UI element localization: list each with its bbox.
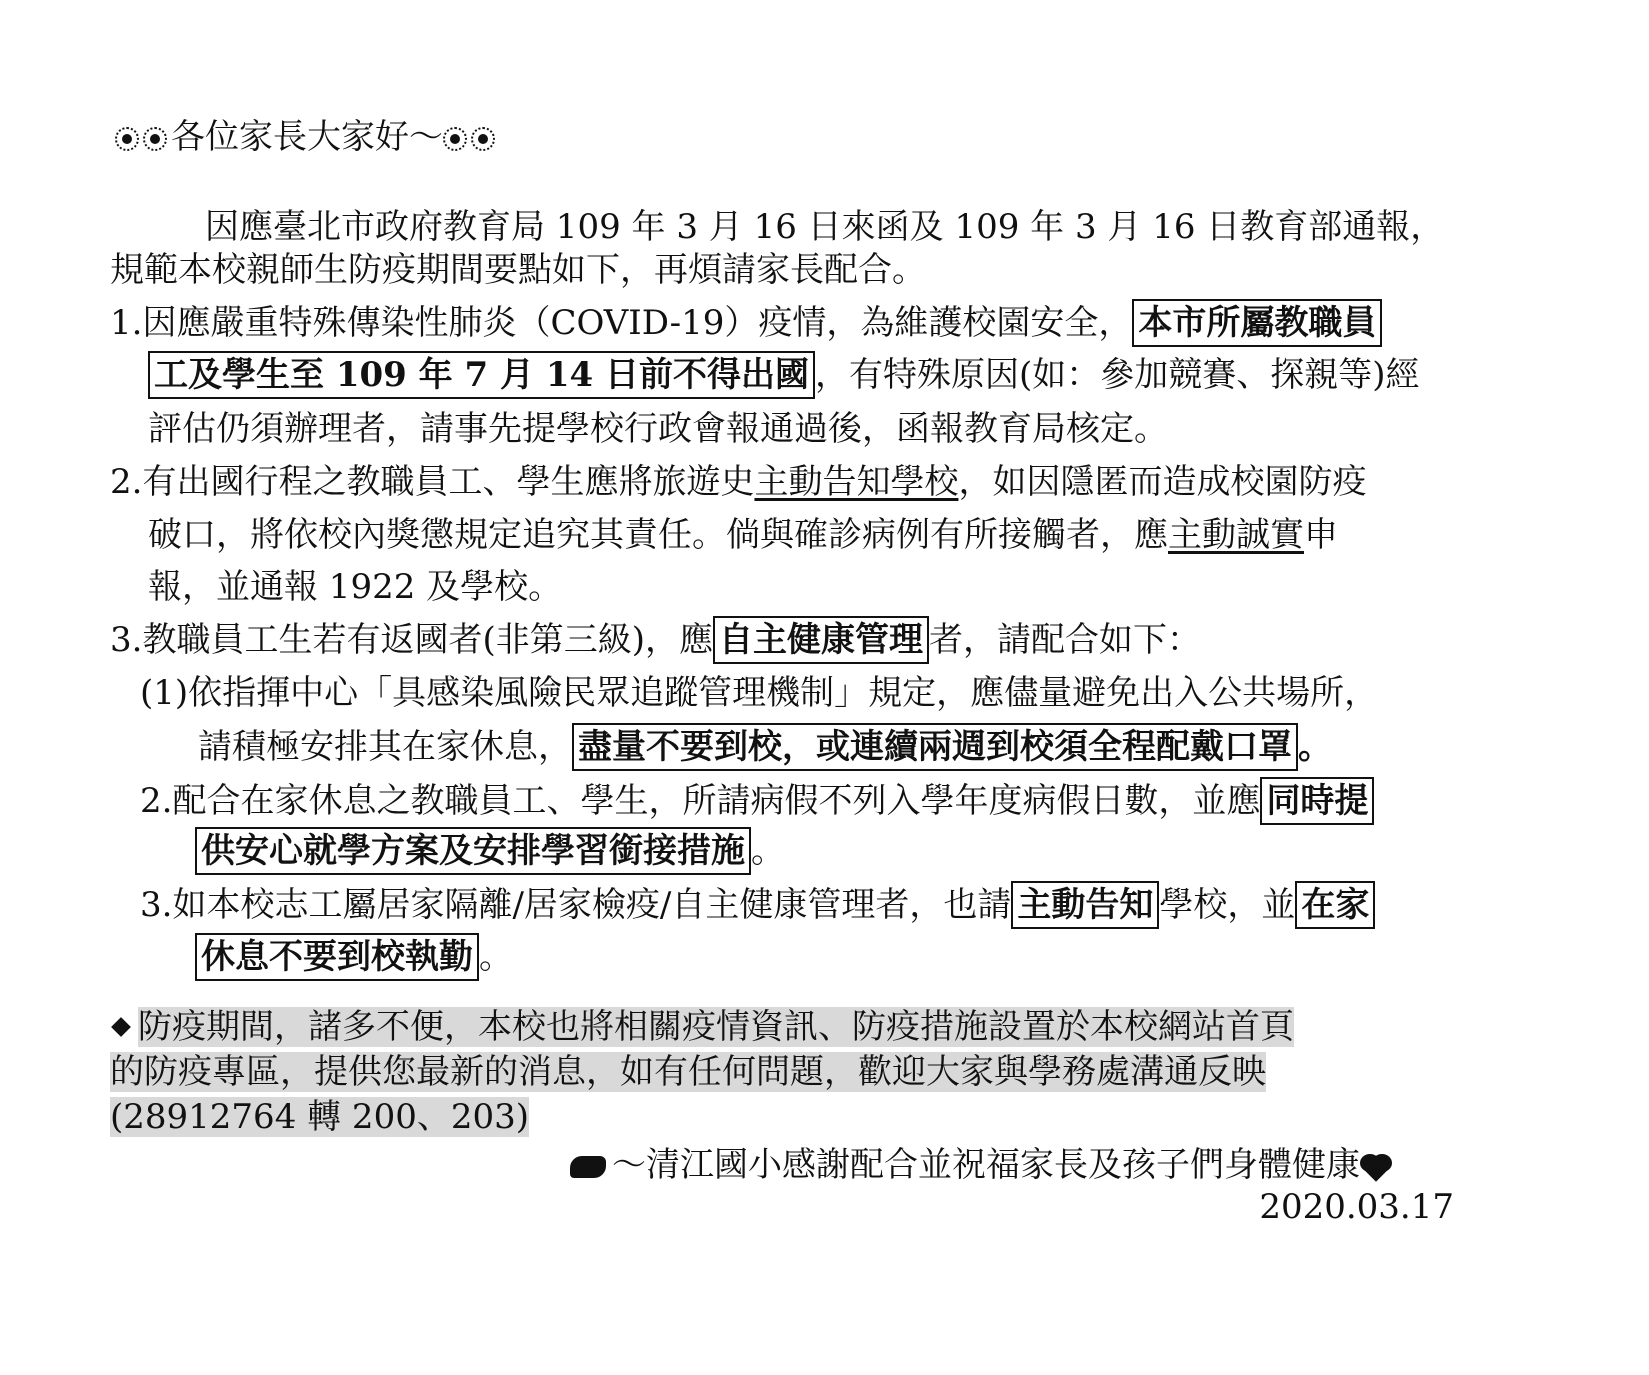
- item3-sub2-line-1: [140, 781, 1374, 821]
- item3-sub1-line-2: [198, 727, 1332, 767]
- item3-sub3-end: 。: [479, 937, 513, 977]
- sun-icon: [115, 127, 139, 151]
- item1-text-2: ，有特殊原因(如：參加競賽、探親等)經: [814, 355, 1420, 395]
- notice-phone: (28912764 轉 200、203): [110, 1097, 529, 1137]
- closing-date: 2020.03.17: [1259, 1187, 1454, 1227]
- item3-sub2-highlight: 同時提: [1260, 777, 1374, 825]
- greeting-text: 各位家長大家好～: [171, 117, 443, 157]
- intro-line-1: 因應臺北市政府教育局 109 年 3 月 16 日來函及 109 年 3 月 16 日教育部通報，: [205, 207, 1445, 247]
- item2-underline-1: 主動告知學校: [754, 462, 959, 502]
- item1-line-3: 評估仍須辦理者，請事先提學校行政會報通過後，函報教育局核定。: [148, 409, 1168, 449]
- sun-icon: [443, 127, 467, 151]
- item3-line-1: [110, 620, 1201, 660]
- item3-sub3-highlight-2: 在家: [1295, 881, 1375, 929]
- flexed-arm-icon: [570, 1156, 606, 1178]
- intro-line-2: 規範本校親師生防疫期間要點如下，再煩請家長配合。: [110, 250, 926, 290]
- notice-text-1: 防疫期間，諸多不便，本校也將相關疫情資訊、防疫措施設置於本校網站首頁: [138, 1007, 1294, 1047]
- closing-text: ～清江國小感謝配合並祝福家長及孩子們身體健康: [612, 1145, 1360, 1185]
- notice-line-1: [110, 1007, 1294, 1047]
- item3-sub1-line-1: (1)依指揮中心「具感染風險民眾追蹤管理機制」規定，應儘量避免出入公共場所，: [140, 673, 1379, 713]
- item1-text: 1.因應嚴重特殊傳染性肺炎（COVID-19）疫情，為維護校園安全，: [110, 303, 1133, 343]
- item3-text-a: 3.教職員工生若有返國者(非第三級)，應: [110, 620, 713, 660]
- item3-sub1-text: 請積極安排其在家休息，: [198, 727, 572, 767]
- item3-highlight: 自主健康管理: [713, 616, 929, 664]
- item3-sub3-line-2: [195, 937, 513, 977]
- item3-sub3-highlight-1: 主動告知: [1011, 881, 1159, 929]
- item1-highlight: 本市所屬教職員: [1132, 299, 1382, 347]
- item3-sub2-text: 2.配合在家休息之教職員工、學生，所請病假不列入學年度病假日數，並應: [140, 781, 1261, 821]
- hearts-icon: [1360, 1154, 1394, 1178]
- item3-sub3-text: 3.如本校志工屬居家隔離/居家檢疫/自主健康管理者，也請: [140, 885, 1012, 925]
- notice-line-2: [110, 1052, 1266, 1092]
- item2-line-3: 報，並通報 1922 及學校。: [148, 567, 563, 607]
- item3-sub3-line-1: [140, 885, 1375, 925]
- notice-line-3: [110, 1097, 529, 1137]
- closing-line: [570, 1145, 1394, 1185]
- item1-line-1: [110, 303, 1382, 343]
- item1-highlight-cont: 工及學生至 109 年 7 月 14 日前不得出國: [148, 351, 815, 399]
- sun-icon: [143, 127, 167, 151]
- item3-sub1-highlight: 盡量不要到校，或連續兩週到校須全程配戴口罩: [572, 723, 1298, 771]
- sun-icon: [471, 127, 495, 151]
- item2-text-d: 申: [1304, 515, 1338, 555]
- item2-text-b: ，如因隱匿而造成校園防疫: [958, 462, 1367, 502]
- item2-line-1: [110, 462, 1367, 502]
- item3-sub3-text-b: 學校，並: [1159, 885, 1296, 925]
- greeting: [115, 117, 499, 157]
- item3-sub2-line-2: [195, 831, 785, 871]
- notice-text-2: 的防疫專區，提供您最新的消息，如有任何問題，歡迎大家與學務處溝通反映: [110, 1052, 1266, 1092]
- item2-text-c: 破口，將依校內獎懲規定追究其責任。倘與確診病例有所接觸者，應: [148, 515, 1168, 555]
- item2-underline-2: 主動誠實: [1168, 515, 1304, 555]
- diamond-bullet-icon: [111, 1017, 131, 1037]
- item2-line-2: [148, 515, 1338, 555]
- item2-text-a: 2.有出國行程之教職員工、學生應將旅遊史: [110, 462, 755, 502]
- item3-sub1-end: 。: [1298, 727, 1332, 767]
- item3-sub2-end: 。: [751, 831, 785, 871]
- item3-text-b: 者，請配合如下：: [928, 620, 1201, 660]
- item1-line-2: [148, 355, 1420, 395]
- item3-sub2-highlight-cont: 供安心就學方案及安排學習銜接措施: [195, 827, 751, 875]
- item3-sub3-highlight-cont: 休息不要到校執勤: [195, 933, 479, 981]
